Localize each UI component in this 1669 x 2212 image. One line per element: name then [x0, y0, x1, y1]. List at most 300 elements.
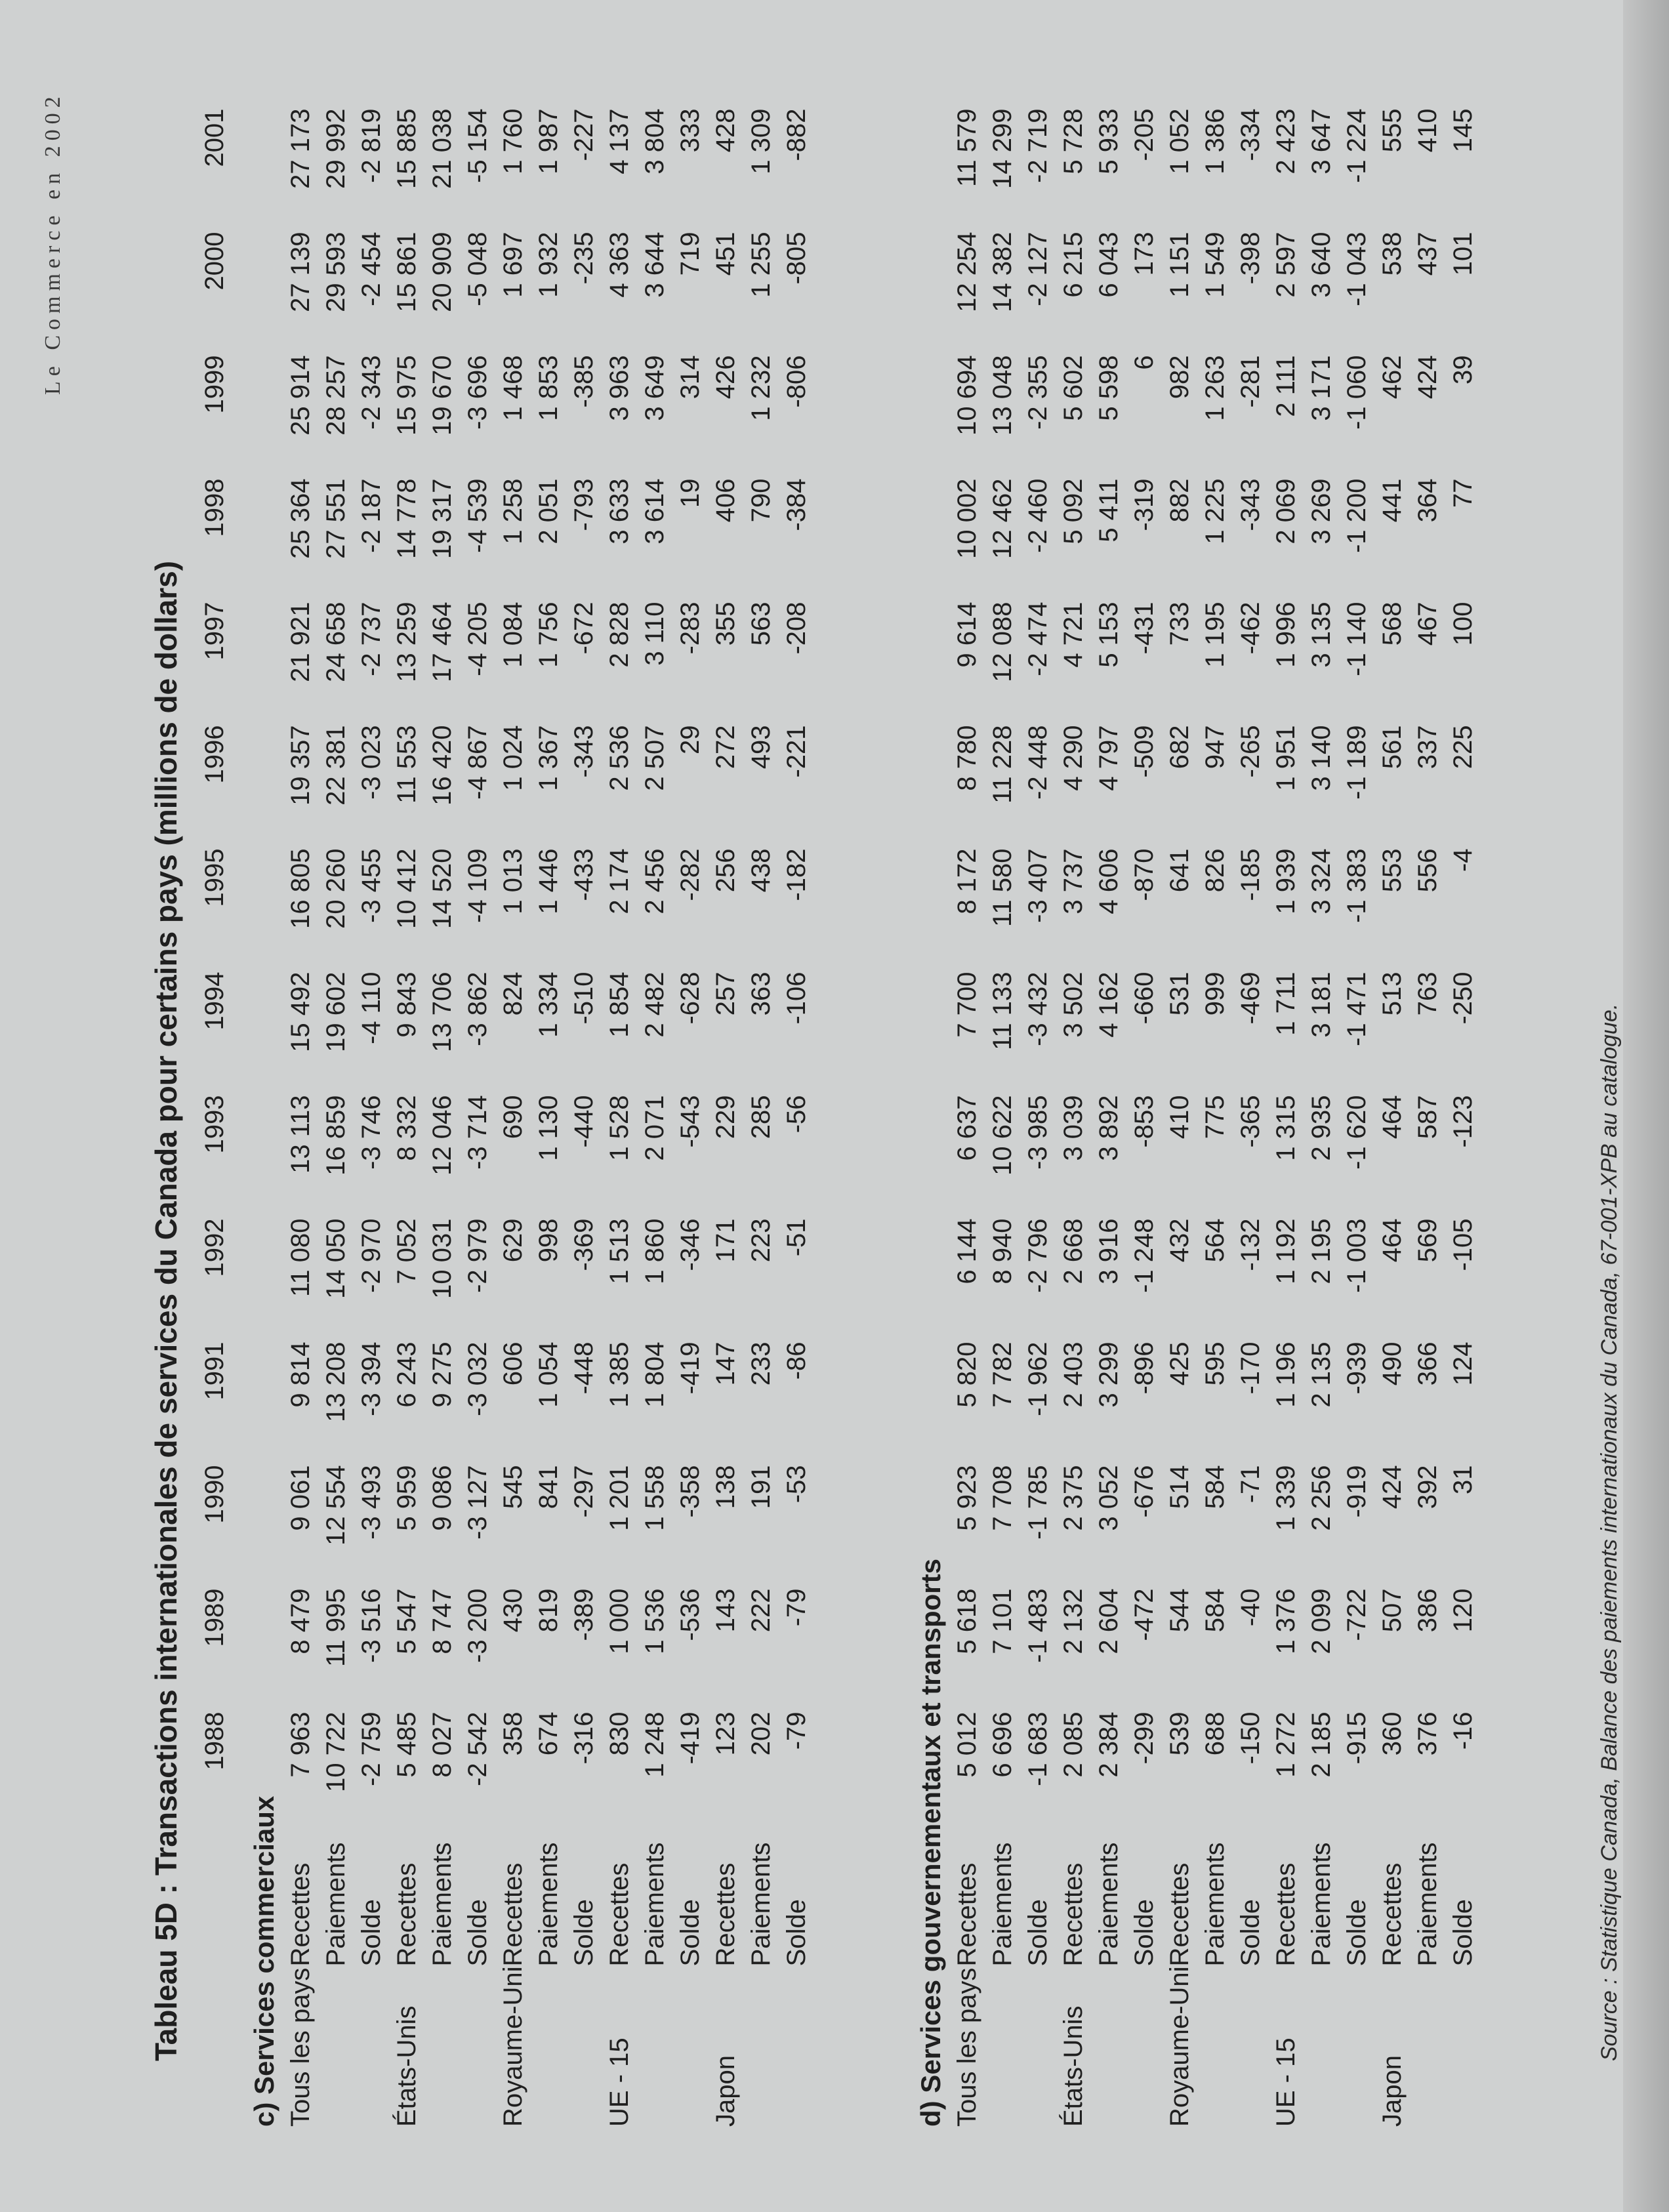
value-cell: -536 [675, 1588, 705, 1641]
value-cell: -265 [1235, 725, 1265, 778]
row-label: Paiements [321, 1842, 350, 1967]
value-cell: 464 [1377, 1095, 1407, 1139]
value-cell: 14 778 [392, 478, 421, 559]
value-cell: 674 [533, 1711, 563, 1756]
value-cell: 451 [711, 232, 740, 276]
value-cell: 11 228 [987, 725, 1017, 804]
value-cell: 467 [1412, 602, 1442, 646]
table-row [354, 108, 389, 2127]
value-cell: -2 737 [356, 602, 386, 676]
value-cell: 19 [675, 478, 705, 508]
value-cell: 830 [604, 1711, 634, 1756]
value-cell: -3 985 [1023, 1095, 1052, 1170]
value-cell: 1 854 [604, 972, 634, 1038]
value-cell: -384 [781, 478, 811, 531]
value-cell: 556 [1412, 848, 1442, 893]
value-cell: -123 [1448, 1095, 1477, 1148]
value-cell: 1 446 [533, 848, 563, 914]
value-cell: -1 224 [1342, 108, 1371, 183]
region-blank [1233, 1966, 1268, 2127]
value-cell: 733 [1164, 602, 1194, 646]
row-label: Paiements [640, 1842, 669, 1967]
value-cell: 1 258 [498, 478, 527, 544]
value-cell: -343 [569, 725, 598, 778]
value-cell: 2 604 [1094, 1588, 1123, 1654]
value-cell: 1 201 [604, 1465, 634, 1531]
table-row [495, 108, 531, 2127]
row-label: Solde [781, 1899, 811, 1967]
year-header: 1996 [200, 725, 229, 784]
value-cell: -1 140 [1342, 602, 1371, 676]
value-cell: -2 542 [463, 1711, 492, 1786]
value-cell: 1 000 [604, 1588, 634, 1654]
year-header: 1998 [200, 478, 229, 537]
year-header: 1997 [200, 602, 229, 661]
row-label: Recettes [952, 1862, 981, 1967]
value-cell: 2 256 [1306, 1465, 1336, 1531]
value-cell: 514 [1164, 1465, 1194, 1509]
year-header: 2001 [200, 108, 229, 167]
value-cell: -472 [1129, 1588, 1159, 1641]
value-cell: -1 043 [1342, 232, 1371, 306]
region-name: Japon [711, 2055, 740, 2127]
value-cell: -4 109 [463, 848, 492, 923]
value-cell: 123 [711, 1711, 740, 1756]
year-header: 1995 [200, 848, 229, 907]
value-cell: 882 [1164, 478, 1194, 523]
value-cell: 225 [1448, 725, 1477, 769]
value-cell: 12 554 [321, 1465, 350, 1546]
region-blank [1304, 1966, 1339, 2127]
row-label: Solde [1448, 1899, 1477, 1967]
value-cell: -227 [569, 108, 598, 161]
value-cell: -722 [1342, 1588, 1371, 1641]
value-cell: 4 137 [604, 108, 634, 174]
value-cell: 406 [711, 478, 740, 523]
value-cell: 1 232 [746, 355, 775, 421]
value-cell: 1 309 [746, 108, 775, 174]
table-row [1091, 108, 1126, 2127]
table-row [1268, 108, 1304, 2127]
year-header-row [200, 108, 246, 2127]
value-cell: -1 785 [1023, 1465, 1052, 1540]
region-name: Tous les pays [952, 1967, 981, 2127]
value-cell: 1 054 [533, 1342, 563, 1408]
value-cell: 1 697 [498, 232, 527, 298]
region-blank [985, 1966, 1020, 2127]
value-cell: 13 113 [285, 1095, 315, 1174]
value-cell: -3 432 [1023, 972, 1052, 1046]
value-cell: -660 [1129, 972, 1159, 1025]
row-label: Paiements [1412, 1842, 1442, 1967]
row-label: Solde [356, 1899, 386, 1967]
value-cell: 191 [746, 1465, 775, 1509]
region-name: Royaume-Uni [1164, 1966, 1194, 2127]
value-cell: 10 694 [952, 355, 981, 436]
value-cell: 8 780 [952, 725, 981, 791]
table-row [1339, 108, 1374, 2127]
value-cell: -805 [781, 232, 811, 285]
value-cell: 7 782 [987, 1342, 1017, 1408]
value-cell: 410 [1412, 108, 1442, 153]
value-cell: 2 597 [1271, 232, 1300, 298]
value-cell: 5 923 [952, 1465, 981, 1531]
value-cell: -106 [781, 972, 811, 1025]
value-cell: 39 [1448, 355, 1477, 384]
value-cell: 544 [1164, 1588, 1194, 1633]
value-cell: -419 [675, 1342, 705, 1395]
value-cell: 5 411 [1094, 478, 1123, 543]
value-cell: -4 [1448, 848, 1477, 872]
value-cell: -3 200 [463, 1588, 492, 1663]
value-cell: 3 737 [1058, 848, 1088, 914]
value-cell: -71 [1235, 1465, 1265, 1504]
value-cell: 595 [1200, 1342, 1229, 1386]
value-cell: 2 384 [1094, 1711, 1123, 1778]
table-row [1197, 108, 1233, 2127]
value-cell: 5 820 [952, 1342, 981, 1408]
value-cell: 21 038 [427, 108, 457, 189]
value-cell: -150 [1235, 1711, 1265, 1765]
value-cell: 3 140 [1306, 725, 1336, 791]
row-label: Paiements [987, 1842, 1017, 1967]
value-cell: 10 622 [987, 1095, 1017, 1176]
region-blank [318, 1966, 354, 2127]
value-cell: 998 [533, 1218, 563, 1263]
value-cell: 3 181 [1306, 972, 1336, 1038]
value-cell: 8 479 [285, 1588, 315, 1654]
value-cell: 355 [711, 602, 740, 646]
value-cell: -235 [569, 232, 598, 285]
value-cell: -440 [569, 1095, 598, 1148]
value-cell: 1 549 [1200, 232, 1229, 298]
value-cell: 173 [1129, 232, 1159, 276]
value-cell: 15 861 [392, 232, 421, 312]
header-blank [200, 1966, 246, 2127]
value-cell: 1 711 [1271, 972, 1300, 1036]
row-label: Solde [463, 1899, 492, 1967]
value-cell: 3 171 [1306, 355, 1336, 421]
value-cell: 3 039 [1058, 1095, 1088, 1161]
value-cell: 333 [675, 108, 705, 153]
value-cell: -79 [781, 1588, 811, 1627]
value-cell: 1 987 [533, 108, 563, 174]
value-cell: 143 [711, 1588, 740, 1633]
value-cell: 1 130 [533, 1095, 563, 1161]
year-header: 1994 [200, 972, 229, 1031]
value-cell: 688 [1200, 1711, 1229, 1756]
row-label: Recettes [392, 1862, 421, 1967]
value-cell: 27 551 [321, 478, 350, 559]
value-cell: 7 052 [392, 1218, 421, 1284]
region-name: Japon [1377, 2055, 1407, 2127]
value-cell: -105 [1448, 1218, 1477, 1271]
value-cell: 19 602 [321, 972, 350, 1052]
value-cell: 8 332 [392, 1095, 421, 1161]
value-cell: 2 135 [1306, 1342, 1336, 1408]
value-cell: -3 862 [463, 972, 492, 1046]
value-cell: 1 760 [498, 108, 527, 174]
value-cell: -3 516 [356, 1588, 386, 1663]
value-cell: 1 052 [1164, 108, 1194, 174]
value-cell: -2 448 [1023, 725, 1052, 800]
value-cell: 171 [711, 1218, 740, 1263]
value-cell: 6 243 [392, 1342, 421, 1408]
value-cell: -2 979 [463, 1218, 492, 1293]
table-row [531, 108, 566, 2127]
value-cell: 1 513 [604, 1218, 634, 1284]
section-spacer [814, 108, 913, 2127]
value-cell: 10 722 [321, 1711, 350, 1792]
value-cell: 9 061 [285, 1465, 315, 1531]
table-row [1020, 108, 1056, 2127]
value-cell: -419 [675, 1711, 705, 1765]
value-cell: 366 [1412, 1342, 1442, 1386]
region-blank [354, 1966, 389, 2127]
value-cell: 2 099 [1306, 1588, 1336, 1654]
value-cell: 4 290 [1058, 725, 1088, 791]
value-cell: 6 696 [987, 1711, 1017, 1778]
value-cell: 3 614 [640, 478, 669, 544]
value-cell: 441 [1377, 478, 1407, 523]
value-cell: 1 853 [533, 355, 563, 421]
value-cell: 1 084 [498, 602, 527, 668]
value-cell: 392 [1412, 1465, 1442, 1509]
value-cell: -185 [1235, 848, 1265, 901]
value-cell: -283 [675, 602, 705, 655]
value-cell: 682 [1164, 725, 1194, 769]
value-cell: 3 052 [1094, 1465, 1123, 1531]
region-blank [566, 1966, 602, 2127]
value-cell: -1 189 [1342, 725, 1371, 800]
value-cell: 4 606 [1094, 848, 1123, 914]
value-cell: -170 [1235, 1342, 1265, 1395]
table-row [1162, 108, 1197, 2127]
value-cell: -3 696 [463, 355, 492, 430]
value-cell: 5 547 [392, 1588, 421, 1654]
value-cell: 11 579 [952, 108, 981, 187]
value-cell: 1 195 [1200, 602, 1229, 668]
value-cell: 2 174 [604, 848, 634, 914]
value-cell: -358 [675, 1465, 705, 1518]
table-row [743, 108, 779, 2127]
value-cell: -2 355 [1023, 355, 1052, 430]
value-cell: 1 334 [533, 972, 563, 1038]
value-cell: 4 363 [604, 232, 634, 298]
value-cell: 464 [1377, 1218, 1407, 1263]
value-cell: 569 [1412, 1218, 1442, 1263]
value-cell: -2 343 [356, 355, 386, 430]
value-cell: 424 [1377, 1465, 1407, 1509]
value-cell: 364 [1412, 478, 1442, 523]
value-cell: 5 602 [1058, 355, 1088, 421]
value-cell: -205 [1129, 108, 1159, 161]
value-cell: 841 [533, 1465, 563, 1509]
value-cell: 561 [1377, 725, 1407, 769]
value-cell: 7 963 [285, 1711, 315, 1778]
value-cell: -2 796 [1023, 1218, 1052, 1293]
running-header: Le Commerce en 2002 [41, 91, 65, 395]
value-cell: 507 [1377, 1588, 1407, 1633]
value-cell: 5 728 [1058, 108, 1088, 174]
value-cell: 763 [1412, 972, 1442, 1016]
value-cell: 3 916 [1094, 1218, 1123, 1284]
value-cell: 438 [746, 848, 775, 893]
value-cell: -385 [569, 355, 598, 408]
value-cell: 31 [1448, 1465, 1477, 1494]
value-cell: -3 394 [356, 1342, 386, 1416]
value-cell: 13 706 [427, 972, 457, 1052]
value-cell: -853 [1129, 1095, 1159, 1148]
value-cell: -208 [781, 602, 811, 655]
value-cell: 5 153 [1094, 602, 1123, 668]
value-cell: 5 485 [392, 1711, 421, 1778]
value-cell: 1 024 [498, 725, 527, 791]
value-cell: 10 002 [952, 478, 981, 559]
row-label: Paiements [427, 1842, 457, 1967]
value-cell: 13 259 [392, 602, 421, 682]
value-cell: 1 263 [1200, 355, 1229, 421]
value-cell: -4 539 [463, 478, 492, 553]
value-cell: 360 [1377, 1711, 1407, 1756]
row-label: Paiements [746, 1842, 775, 1967]
row-label: Solde [569, 1899, 598, 1967]
value-cell: 12 088 [987, 602, 1017, 682]
value-cell: 629 [498, 1218, 527, 1263]
region-blank [743, 1966, 779, 2127]
value-cell: 3 804 [640, 108, 669, 174]
row-label: Recettes [1164, 1862, 1194, 1967]
value-cell: 428 [711, 108, 740, 153]
value-cell: -3 407 [1023, 848, 1052, 923]
value-cell: -16 [1448, 1711, 1477, 1750]
region-blank [1091, 1966, 1126, 2127]
value-cell: -2 454 [356, 232, 386, 306]
value-cell: -462 [1235, 602, 1265, 655]
value-cell: 11 580 [987, 848, 1017, 927]
year-header: 1988 [200, 1711, 229, 1771]
value-cell: 7 700 [952, 972, 981, 1038]
value-cell: -334 [1235, 108, 1265, 161]
value-cell: -5 154 [463, 108, 492, 183]
value-cell: 3 324 [1306, 848, 1336, 914]
value-cell: 3 135 [1306, 602, 1336, 668]
value-cell: 3 269 [1306, 478, 1336, 544]
value-cell: 3 892 [1094, 1095, 1123, 1161]
value-cell: -3 032 [463, 1342, 492, 1416]
value-cell: 462 [1377, 355, 1407, 399]
region-blank [531, 1966, 566, 2127]
value-cell: -1 383 [1342, 848, 1371, 923]
value-cell: 19 670 [427, 355, 457, 436]
value-cell: 16 805 [285, 848, 315, 929]
region-blank [779, 1966, 814, 2127]
value-cell: 9 614 [952, 602, 981, 668]
row-label: Solde [1235, 1899, 1265, 1967]
value-cell: -3 493 [356, 1465, 386, 1540]
table-row [779, 108, 814, 2127]
value-cell: -2 474 [1023, 602, 1052, 676]
table-row [318, 108, 354, 2127]
value-cell: 27 139 [285, 232, 315, 312]
table-row [672, 108, 708, 2127]
value-cell: 16 859 [321, 1095, 350, 1176]
value-cell: 5 618 [952, 1588, 981, 1654]
value-cell: 1 996 [1271, 602, 1300, 668]
value-cell: 982 [1164, 355, 1194, 399]
value-cell: 202 [746, 1711, 775, 1756]
value-cell: 9 843 [392, 972, 421, 1038]
value-cell: 1 255 [746, 232, 775, 298]
section-title: c) Services commerciaux [249, 1795, 279, 2127]
value-cell: 256 [711, 848, 740, 893]
value-cell: 100 [1448, 602, 1477, 646]
value-cell: 490 [1377, 1342, 1407, 1386]
value-cell: 1 528 [604, 1095, 634, 1161]
table-row [283, 108, 318, 2127]
value-cell: 6 [1129, 355, 1159, 370]
value-cell: 493 [746, 725, 775, 769]
value-cell: -1 003 [1342, 1218, 1371, 1293]
value-cell: 3 644 [640, 232, 669, 298]
value-cell: 386 [1412, 1588, 1442, 1633]
value-cell: 2 423 [1271, 108, 1300, 174]
value-cell: 21 921 [285, 602, 315, 682]
row-label: Solde [675, 1899, 705, 1967]
value-cell: -3 455 [356, 848, 386, 923]
value-cell: 337 [1412, 725, 1442, 769]
region-blank [424, 1966, 460, 2127]
value-cell: -2 719 [1023, 108, 1052, 183]
value-cell: 14 050 [321, 1218, 350, 1299]
value-cell: 819 [533, 1588, 563, 1633]
value-cell: 1 385 [604, 1342, 634, 1408]
value-cell: 3 299 [1094, 1342, 1123, 1408]
row-label: Recettes [711, 1862, 740, 1967]
value-cell: 272 [711, 725, 740, 769]
year-header: 1991 [200, 1342, 229, 1401]
value-cell: 2 935 [1306, 1095, 1336, 1161]
value-cell: 2 507 [640, 725, 669, 791]
table-row [985, 108, 1020, 2127]
value-cell: 7 101 [987, 1588, 1017, 1654]
table-row [1410, 108, 1445, 2127]
value-cell: -628 [675, 972, 705, 1025]
value-cell: 553 [1377, 848, 1407, 893]
table-row [1304, 108, 1339, 2127]
value-cell: -448 [569, 1342, 598, 1395]
value-cell: 15 885 [392, 108, 421, 189]
year-header: 1999 [200, 355, 229, 414]
value-cell: 1 272 [1271, 1711, 1300, 1778]
value-cell: 5 012 [952, 1711, 981, 1778]
value-cell: -509 [1129, 725, 1159, 778]
value-cell: 531 [1164, 972, 1194, 1016]
value-cell: -281 [1235, 355, 1265, 408]
year-header: 1990 [200, 1465, 229, 1524]
value-cell: 8 172 [952, 848, 981, 914]
value-cell: 19 357 [285, 725, 315, 806]
value-cell: -1 683 [1023, 1711, 1052, 1786]
value-cell: 10 412 [392, 848, 421, 929]
value-cell: 8 027 [427, 1711, 457, 1778]
region-blank [1339, 1966, 1374, 2127]
value-cell: -2 460 [1023, 478, 1052, 553]
value-cell: 2 195 [1306, 1218, 1336, 1284]
value-cell: 25 364 [285, 478, 315, 559]
value-cell: -4 867 [463, 725, 492, 800]
region-name: UE - 15 [1271, 2038, 1300, 2127]
